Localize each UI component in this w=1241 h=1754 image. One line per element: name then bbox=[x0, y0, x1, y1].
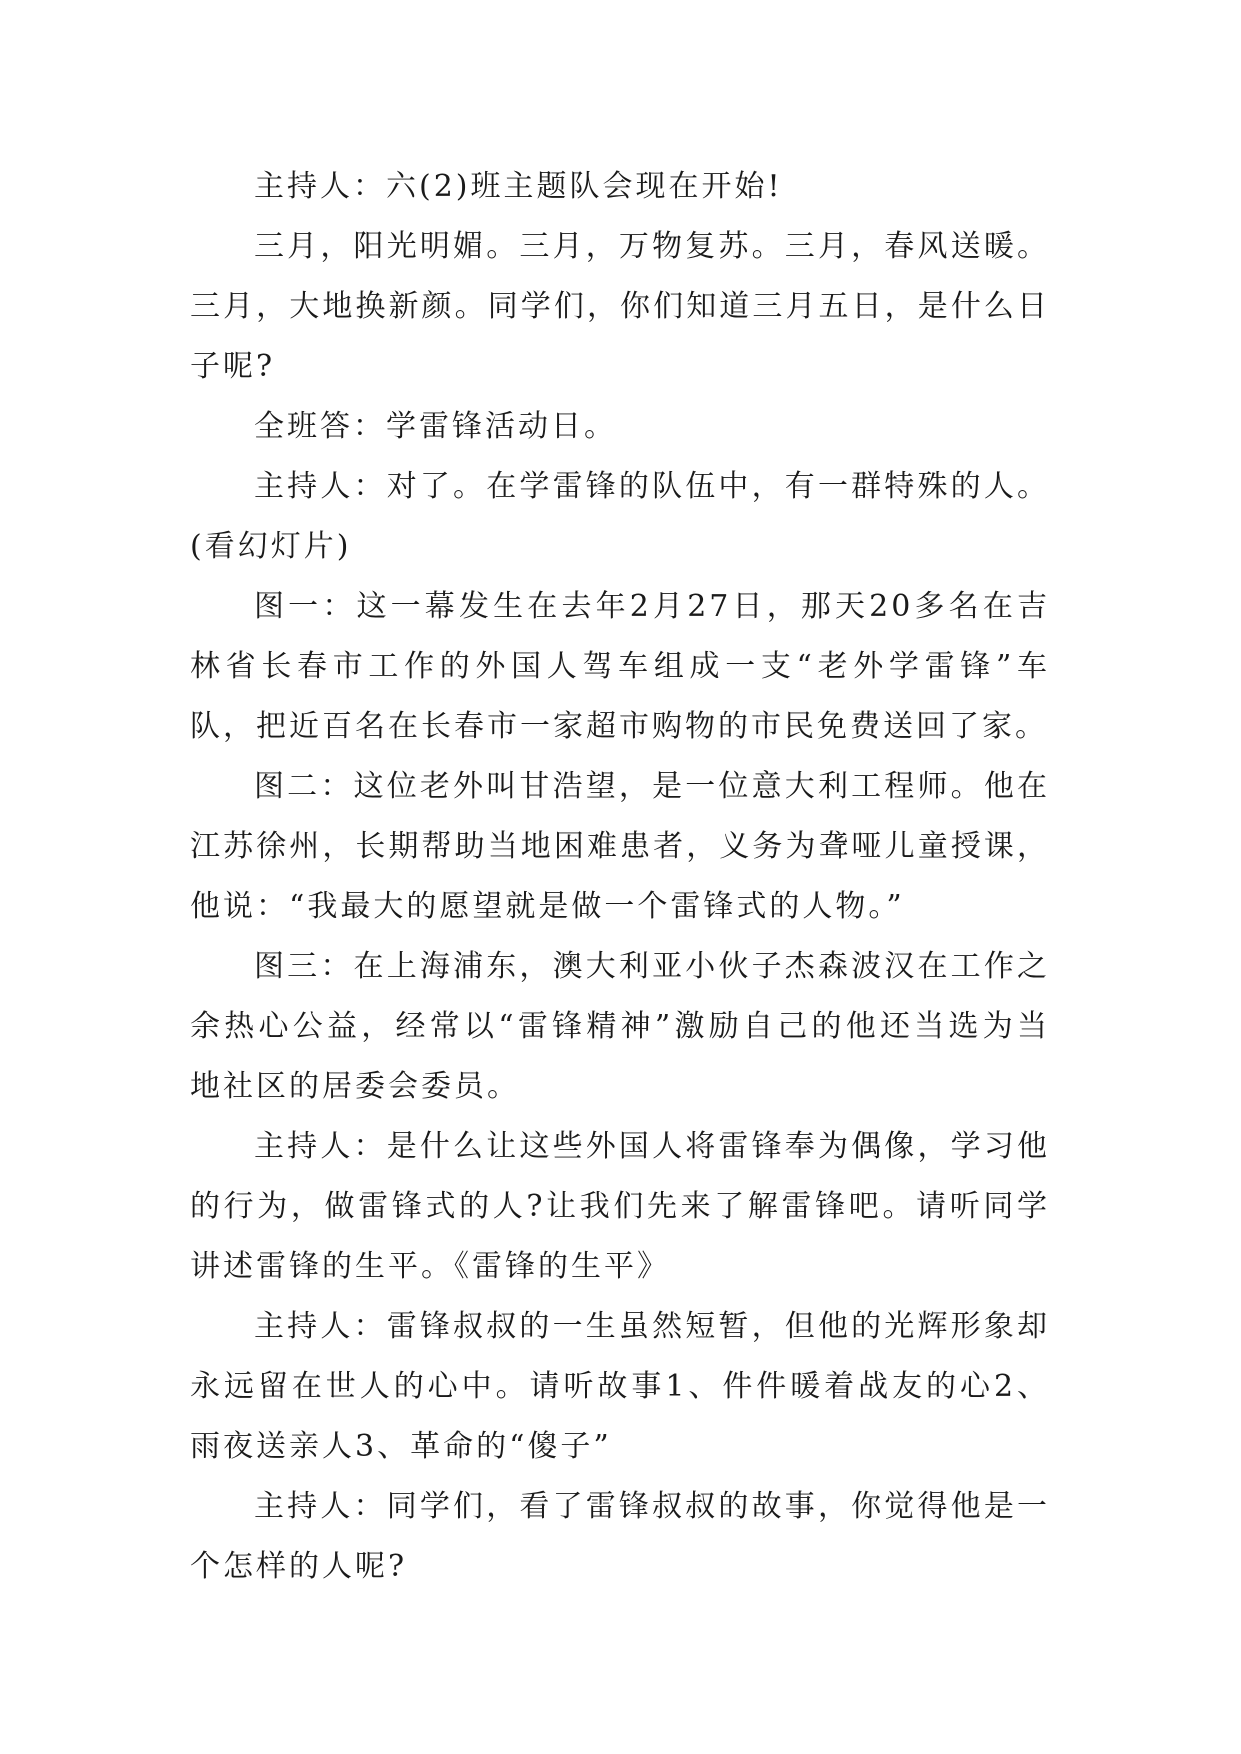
paragraph-question: 主持人：同学们，看了雷锋叔叔的故事，你觉得他是一个怎样的人呢? bbox=[190, 1489, 1050, 1584]
paragraph-class-answer: 全班答：学雷锋活动日。 bbox=[254, 409, 617, 444]
paragraph-picture-three: 图三：在上海浦东，澳大利亚小伙子杰森波汉在工作之余热心公益，经常以“雷锋精神”激励自己的他还当选为当地社区的居委会委员。 bbox=[190, 949, 1050, 1104]
paragraph-stories: 主持人：雷锋叔叔的一生虽然短暂，但他的光辉形象却永远留在世人的心中。请听故事1、件件暖着战友的心2、雨夜送亲人3、革命的“傻子” bbox=[190, 1309, 1050, 1464]
document-page bbox=[190, 157, 1050, 1597]
paragraph-picture-one: 图一：这一幕发生在去年2月27日，那天20多名在吉林省长春市工作的外国人驾车组成一支“老外学雷锋”车队，把近百名在长春市一家超市购物的市民免费送回了家。 bbox=[190, 589, 1050, 744]
paragraph-leifeng-life: 主持人：是什么让这些外国人将雷锋奉为偶像，学习他的行为，做雷锋式的人?让我们先来了解雷锋吧。请听同学讲述雷锋的生平。《雷锋的生平》 bbox=[190, 1129, 1050, 1284]
paragraph-march: 三月，阳光明媚。三月，万物复苏。三月，春风送暖。三月，大地换新颜。同学们，你们知道三月五日，是什么日子呢? bbox=[190, 229, 1050, 384]
paragraph-special-people: 主持人：对了。在学雷锋的队伍中，有一群特殊的人。(看幻灯片) bbox=[190, 469, 1050, 564]
paragraph-picture-two: 图二：这位老外叫甘浩望，是一位意大利工程师。他在江苏徐州，长期帮助当地困难患者，义务为聋哑儿童授课，他说：“我最大的愿望就是做一个雷锋式的人物。” bbox=[190, 769, 1050, 924]
paragraph-opening: 主持人：六(2)班主题队会现在开始! bbox=[254, 169, 783, 204]
